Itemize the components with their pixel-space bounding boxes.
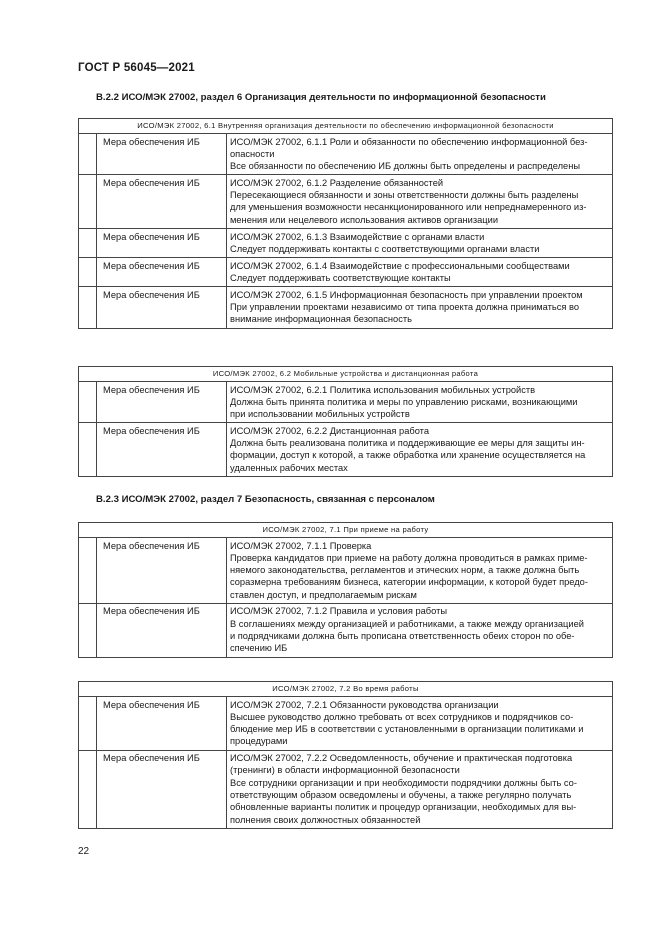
table-caption: ИСО/МЭК 27002, 7.1 При приеме на работу bbox=[79, 523, 613, 538]
description-line: ставлен доступ, и предполагаемым рискам bbox=[230, 589, 417, 600]
table-row bbox=[79, 382, 613, 423]
measure-description bbox=[227, 382, 613, 423]
description-line: обновленные варианты политик и процедур организации, необходимых для вы- bbox=[230, 802, 577, 813]
measure-description bbox=[227, 603, 613, 657]
table-row bbox=[79, 258, 613, 287]
description-line: блюдение мер ИБ в соответствии с установленными в организации политиками и bbox=[230, 724, 584, 735]
description-line: ИСО/МЭК 27002, 6.1.1 Роли и обязанности по обеспечению информационной без- bbox=[230, 136, 588, 147]
measure-description bbox=[227, 423, 613, 477]
description-line: Следует поддерживать соответствующие контакты bbox=[230, 272, 451, 283]
description-line: При управлении проектами независимо от типа проекта должна приниматься во bbox=[230, 302, 579, 313]
measure-label: Мера обеспечения ИБ bbox=[97, 538, 227, 604]
description-line: процедурами bbox=[230, 736, 288, 747]
description-line: внимание информационная безопасность bbox=[230, 314, 412, 325]
row-gap-cell bbox=[79, 229, 97, 258]
measure-label: Мера обеспечения ИБ bbox=[97, 603, 227, 657]
measure-description bbox=[227, 750, 613, 828]
table-row bbox=[79, 750, 613, 828]
table-row bbox=[79, 697, 613, 751]
description-line: менения или нецелевого использования активов организации bbox=[230, 214, 499, 225]
row-gap-cell bbox=[79, 382, 97, 423]
table-row bbox=[79, 603, 613, 657]
description-line: (тренинги) в области информационной безопасности bbox=[230, 765, 460, 776]
description-line: ИСО/МЭК 27002, 6.2.1 Политика использования мобильных устройств bbox=[230, 384, 536, 395]
description-line: и подрядчиками должна быть прописана ответственность обеих сторон по обе- bbox=[230, 631, 575, 642]
row-gap-cell bbox=[79, 697, 97, 751]
description-line: ИСО/МЭК 27002, 6.2.2 Дистанционная работа bbox=[230, 425, 430, 436]
table-row bbox=[79, 423, 613, 477]
description-line: при использовании мобильных устройств bbox=[230, 409, 410, 420]
description-line: ИСО/МЭК 27002, 6.1.5 Информационная безопасность при управлении проектом bbox=[230, 289, 583, 300]
row-gap-cell bbox=[79, 258, 97, 287]
measure-label: Мера обеспечения ИБ bbox=[97, 423, 227, 477]
description-line: ИСО/МЭК 27002, 6.1.2 Разделение обязанностей bbox=[230, 177, 444, 188]
description-line: Высшее руководство должно требовать от всех сотрудников и подрядчиков со- bbox=[230, 711, 574, 722]
measure-label: Мера обеспечения ИБ bbox=[97, 229, 227, 258]
description-line: ИСО/МЭК 27002, 6.1.3 Взаимодействие с органами власти bbox=[230, 231, 485, 242]
description-line: удаленных рабочих местах bbox=[230, 462, 348, 473]
row-gap-cell bbox=[79, 603, 97, 657]
measure-description bbox=[227, 175, 613, 229]
row-gap-cell bbox=[79, 287, 97, 328]
row-gap-cell bbox=[79, 134, 97, 175]
description-line: В соглашениях между организацией и работниками, а также между организацией bbox=[230, 618, 584, 629]
row-gap-cell bbox=[79, 175, 97, 229]
measure-label: Мера обеспечения ИБ bbox=[97, 287, 227, 328]
description-line: Следует поддерживать контакты с соответствующими органами власти bbox=[230, 243, 540, 254]
description-line: ИСО/МЭК 27002, 7.1.2 Правила и условия работы bbox=[230, 606, 448, 617]
row-gap-cell bbox=[79, 538, 97, 604]
measure-label: Мера обеспечения ИБ bbox=[97, 175, 227, 229]
measure-description bbox=[227, 258, 613, 287]
measure-description bbox=[227, 538, 613, 604]
description-line: Проверка кандидатов при приеме на работу должна проводиться в рамках приме- bbox=[230, 552, 588, 563]
measure-description bbox=[227, 134, 613, 175]
measures-table-6-1 bbox=[78, 118, 613, 329]
table-row bbox=[79, 229, 613, 258]
description-line: ИСО/МЭК 27002, 6.1.4 Взаимодействие с профессиональными сообществами bbox=[230, 260, 570, 271]
table-row bbox=[79, 175, 613, 229]
description-line: соразмерна требованиям бизнеса, категории информации, к которой будет предо- bbox=[230, 577, 588, 588]
table-caption: ИСО/МЭК 27002, 7.2 Во время работы bbox=[79, 682, 613, 697]
description-line: Должна быть принята политика и меры по управлению рисками, возникающими bbox=[230, 396, 578, 407]
measure-label: Мера обеспечения ИБ bbox=[97, 258, 227, 287]
description-line: полнения своих должностных обязанностей bbox=[230, 814, 421, 825]
document-header: ГОСТ Р 56045—2021 bbox=[78, 62, 195, 74]
description-line: формации, доступ к которой, а также обработка или хранение осуществляется на bbox=[230, 450, 586, 461]
row-gap-cell bbox=[79, 750, 97, 828]
description-line: ответствующим образом осведомлены и обучены, а также регулярно получать bbox=[230, 790, 572, 801]
section-heading-b22: В.2.2 ИСО/МЭК 27002, раздел 6 Организация деятельности по информационной безопасности bbox=[96, 92, 546, 103]
description-line: опасности bbox=[230, 148, 275, 159]
description-line: Пересекающиеся обязанности и зоны ответственности должны быть разделены bbox=[230, 190, 579, 201]
table-caption: ИСО/МЭК 27002, 6.1 Внутренняя организация деятельности по обеспечению информационной безопасности bbox=[79, 119, 613, 134]
description-line: няемого законодательства, регламентов и этических норм, а также должна быть bbox=[230, 565, 580, 576]
table-row bbox=[79, 538, 613, 604]
description-line: для уменьшения возможности несанкционированного или непреднамеренного из- bbox=[230, 202, 587, 213]
table-caption: ИСО/МЭК 27002, 6.2 Мобильные устройства и дистанционная работа bbox=[79, 367, 613, 382]
measure-label: Мера обеспечения ИБ bbox=[97, 750, 227, 828]
measure-label: Мера обеспечения ИБ bbox=[97, 697, 227, 751]
description-line: Все сотрудники организации и при необходимости подрядчики должны быть со- bbox=[230, 777, 577, 788]
measure-description bbox=[227, 229, 613, 258]
description-line: Должна быть реализована политика и поддерживающие ее меры для защиты ин- bbox=[230, 438, 585, 449]
measure-label: Мера обеспечения ИБ bbox=[97, 134, 227, 175]
description-line: спечению ИБ bbox=[230, 643, 288, 654]
page-number: 22 bbox=[78, 846, 90, 857]
row-gap-cell bbox=[79, 423, 97, 477]
measure-description bbox=[227, 287, 613, 328]
measure-description bbox=[227, 697, 613, 751]
measure-label: Мера обеспечения ИБ bbox=[97, 382, 227, 423]
table-row bbox=[79, 287, 613, 328]
table-row bbox=[79, 134, 613, 175]
measures-table-7-2 bbox=[78, 681, 613, 829]
measures-table-6-2 bbox=[78, 366, 613, 477]
description-line: ИСО/МЭК 27002, 7.2.1 Обязанности руководства организации bbox=[230, 699, 499, 710]
measures-table-7-1 bbox=[78, 522, 613, 658]
section-heading-b23: В.2.3 ИСО/МЭК 27002, раздел 7 Безопасность, связанная с персоналом bbox=[96, 494, 435, 505]
description-line: Все обязанности по обеспечению ИБ должны быть определены и распределены bbox=[230, 161, 581, 172]
description-line: ИСО/МЭК 27002, 7.1.1 Проверка bbox=[230, 540, 372, 551]
description-line: ИСО/МЭК 27002, 7.2.2 Осведомленность, обучение и практическая подготовка bbox=[230, 753, 573, 764]
